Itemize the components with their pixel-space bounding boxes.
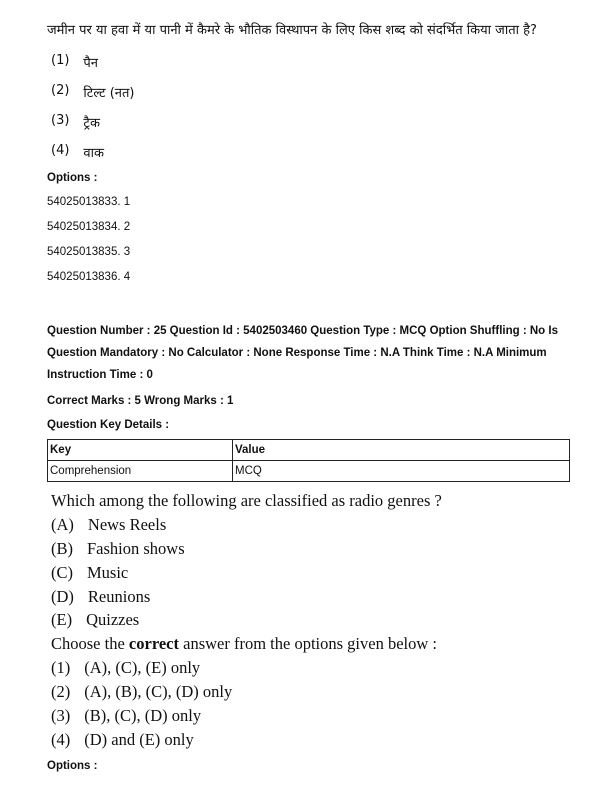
- prev-option-id-2: 54025013834. 2: [47, 221, 131, 233]
- answer-text: (D) and (E) only: [84, 730, 194, 749]
- marks-line: Correct Marks : 5 Wrong Marks : 1: [47, 395, 234, 407]
- statement-letter: (B): [51, 539, 73, 558]
- options-label: Options :: [47, 760, 98, 772]
- key-details-label: Question Key Details :: [47, 419, 170, 431]
- answer-number: (1): [51, 658, 71, 677]
- instruction-bold: correct: [128, 634, 179, 653]
- key-details-table: [47, 439, 570, 482]
- instruction-post: answer from the options given below :: [183, 634, 437, 653]
- statement-text: News Reels: [87, 515, 167, 534]
- statement-letter: (A): [51, 515, 74, 534]
- statement-letter: (D): [51, 587, 74, 606]
- statement-a: [51, 515, 166, 535]
- answer-number: (3): [51, 706, 71, 725]
- prev-choice-text: टिल्ट (नत): [83, 86, 135, 101]
- statement-letter: (C): [51, 563, 73, 582]
- prev-option-id-4: 54025013836. 4: [47, 271, 131, 283]
- question-meta-line-3: Instruction Time : 0: [47, 369, 153, 381]
- answer-text: (B), (C), (D) only: [84, 706, 202, 725]
- statement-text: Fashion shows: [87, 539, 185, 558]
- statement-b: [51, 539, 185, 559]
- prev-choice-1: [51, 53, 98, 71]
- answer-option-1: [51, 658, 200, 678]
- question-meta-line-2: Question Mandatory : No Calculator : None Response Time : N.A Think Time : N.A Minimum: [47, 347, 547, 359]
- answer-text: (A), (C), (E) only: [84, 658, 201, 677]
- statement-text: Reunions: [87, 587, 151, 606]
- table-header-key: Key: [48, 440, 233, 461]
- instruction-pre: Choose the: [51, 634, 125, 653]
- prev-choice-text: ट्रैक: [83, 116, 100, 131]
- answer-option-2: [51, 682, 232, 702]
- prev-choice-number: (4): [51, 143, 70, 158]
- prev-choice-text: पैन: [83, 56, 99, 71]
- answer-instruction: [51, 634, 437, 654]
- prev-choice-number: (2): [51, 83, 70, 98]
- prev-choice-text: वाक: [83, 146, 105, 161]
- answer-number: (2): [51, 682, 71, 701]
- prev-option-id-1: 54025013833. 1: [47, 196, 131, 208]
- statement-letter: (E): [51, 610, 73, 629]
- table-row: [48, 461, 570, 482]
- answer-text: (A), (B), (C), (D) only: [84, 682, 233, 701]
- prev-choice-number: (1): [51, 53, 70, 68]
- statement-d: [51, 587, 150, 607]
- answer-option-4: [51, 730, 194, 750]
- question-text: Which among the following are classified as radio genres ?: [51, 491, 442, 510]
- table-cell-value: MCQ: [233, 461, 570, 482]
- prev-choice-3: [51, 113, 100, 131]
- prev-options-label: Options :: [47, 172, 98, 184]
- prev-option-id-3: 54025013835. 3: [47, 246, 131, 258]
- statement-e: [51, 610, 139, 630]
- table-header-value: Value: [233, 440, 570, 461]
- statement-text: Music: [87, 563, 129, 582]
- answer-option-3: [51, 706, 201, 726]
- statement-text: Quizzes: [86, 610, 140, 629]
- table-header-row: [48, 440, 570, 461]
- prev-question-text: जमीन पर या हवा में या पानी में कैमरे के भौतिक विस्थापन के लिए किस शब्द को संदर्भित किया जाता है?: [47, 23, 537, 38]
- prev-choice-4: [51, 143, 104, 161]
- table-cell-key: Comprehension: [48, 461, 233, 482]
- statement-c: [51, 563, 128, 583]
- answer-number: (4): [51, 730, 71, 749]
- question-meta-line-1: Question Number : 25 Question Id : 5402503460 Question Type : MCQ Option Shuffling : No Is: [47, 325, 558, 337]
- prev-choice-2: [51, 83, 134, 101]
- prev-choice-number: (3): [51, 113, 70, 128]
